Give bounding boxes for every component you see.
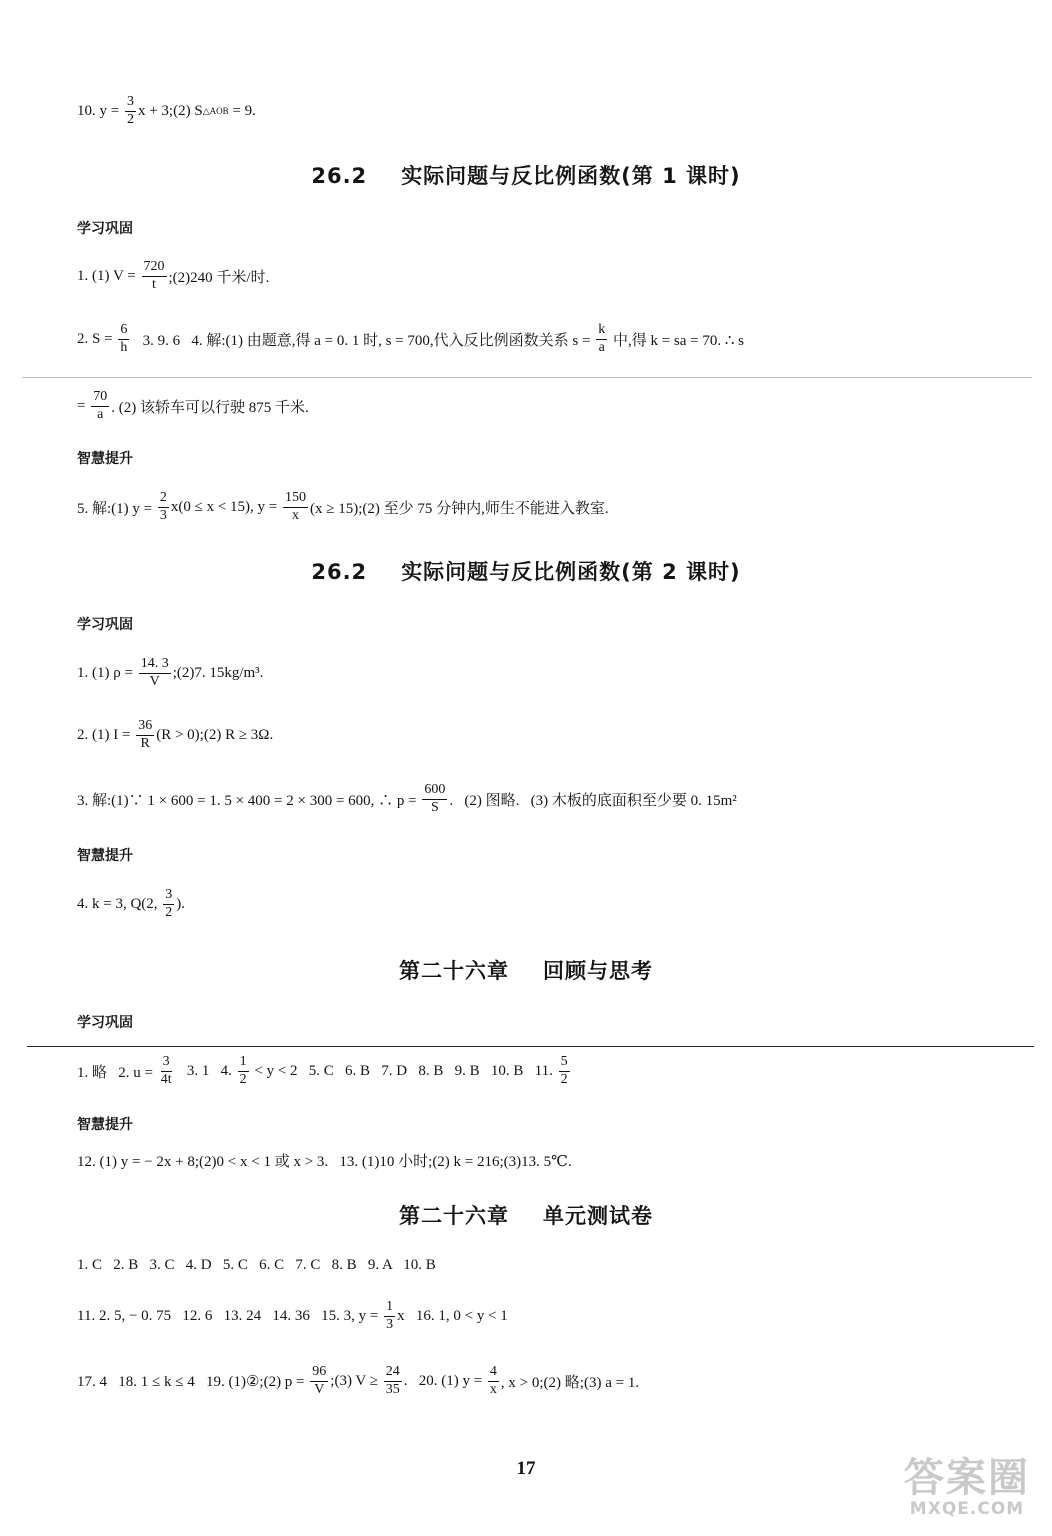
- answer-line: 11. 2. 5, − 0. 75 12. 6 13. 24 14. 36 15. 3, y = $\frac{1}{3}$ x 16. 1, 0 < y < 1: [77, 1298, 508, 1332]
- answer-line: 1. (1) ρ = $\frac{14. 3}{V}$ ;(2)7. 15kg/m³.: [77, 655, 264, 689]
- subheading-practice: 学习巩固: [77, 617, 133, 633]
- fraction: $\frac{14. 3}{V}$: [140, 655, 169, 689]
- answer-line: 17. 4 18. 1 ≤ k ≤ 4 19. (1)②;(2) p = $\frac{96}{V}$ ;(3) V ≥ $\frac{24}{35}$ . 20. (1) y = $\frac{4}{x}$ , x > 0;(2) 略;(3) a = 1.: [77, 1363, 640, 1397]
- fraction: $\frac{1}{3}$: [386, 1298, 394, 1332]
- subheading-practice: 学习巩固: [77, 221, 133, 237]
- fraction: $\frac{3}{4t}$: [160, 1053, 172, 1087]
- answer-line: 12. (1) y = − 2x + 8;(2)0 < x < 1 或 x > 3. 13. (1)10 小时;(2) k = 216;(3)13. 5℃.: [77, 1153, 572, 1170]
- fraction: $\frac{4}{x}$: [489, 1363, 497, 1397]
- section-title-26-2-lesson-2: 26.2 实际问题与反比例函数(第 2 课时): [311, 560, 741, 584]
- divider: [22, 377, 1032, 378]
- answer-line: 1. 略 2. u = $\frac{3}{4t}$ 3. 1 4. $\frac{1}{2}$ < y < 2 5. C 6. B 7. D 8. B 9. B 10. B 11. $\frac{5}{2}$: [77, 1053, 568, 1087]
- answer-line: 4. k = 3, Q(2, $\frac{3}{2}$ ).: [77, 886, 186, 920]
- answer-line: 2. S = $\frac{6}{h}$ 3. 9. 6 4. 解:(1) 由题意,得 a = 0. 1 时, s = 700,代入反比例函数关系 s = $\frac{k}{a}$ 中,得 k = sa = 70. ∴ s: [77, 321, 744, 355]
- fraction: $\frac{150}{x}$: [285, 489, 307, 523]
- fraction: $\frac{2}{3}$: [159, 489, 167, 523]
- answer-line: 1. C 2. B 3. C 4. D 5. C 6. C 7. C 8. B 9. A 10. B: [77, 1256, 436, 1273]
- answer-line: 2. (1) I = $\frac{36}{R}$ (R > 0);(2) R ≥ 3Ω.: [77, 717, 274, 751]
- fraction: $\frac{720}{t}$: [143, 258, 165, 292]
- subheading-advance: 智慧提升: [77, 848, 133, 864]
- watermark-logo: 答案圈 MXQE.COM: [904, 1455, 1030, 1519]
- fraction: $\frac{600}{S}$: [424, 781, 446, 815]
- answer-line: 3. 解:(1)∵ 1 × 600 = 1. 5 × 400 = 2 × 300 = 600, ∴ p = $\frac{600}{S}$ . (2) 图略. (3) 木板的底面积至少要 0. 15m²: [77, 781, 737, 815]
- subheading-advance: 智慧提升: [77, 1117, 133, 1133]
- answer-line: 1. (1) V = $\frac{720}{t}$ ;(2)240 千米/时.: [77, 258, 270, 292]
- fraction: $\frac{6}{h}$: [120, 321, 128, 355]
- answer-line: = $\frac{70}{a}$ . (2) 该轿车可以行驶 875 千米.: [77, 388, 309, 422]
- fraction: $\frac{5}{2}$: [560, 1053, 568, 1087]
- section-title-unit-test: 第二十六章 单元测试卷: [399, 1204, 653, 1228]
- fraction: $\frac{96}{V}$: [312, 1363, 327, 1397]
- fraction: $\frac{70}{a}$: [93, 388, 108, 422]
- subheading-advance: 智慧提升: [77, 451, 133, 467]
- fraction: $\frac{3}{2}$: [165, 886, 173, 920]
- fraction: $\frac{3}{2}$: [126, 93, 134, 127]
- subheading-practice: 学习巩固: [77, 1015, 133, 1031]
- section-title-26-2-lesson-1: 26.2 实际问题与反比例函数(第 1 课时): [311, 164, 741, 188]
- answer-line: 5. 解:(1) y = $\frac{2}{3}$ x(0 ≤ x < 15), y = $\frac{150}{x}$ (x ≥ 15);(2) 至少 75 分钟内,师生不能进入教室.: [77, 489, 609, 523]
- answer-line-10: 10. y = $\frac{3}{2}$ x + 3;(2) S △AOB = 9.: [77, 93, 256, 127]
- page-number: 17: [516, 1458, 536, 1479]
- fraction: $\frac{1}{2}$: [239, 1053, 247, 1087]
- fraction: $\frac{36}{R}$: [138, 717, 153, 751]
- fraction: $\frac{k}{a}$: [598, 321, 606, 355]
- fraction: $\frac{24}{35}$: [385, 1363, 400, 1397]
- section-title-review: 第二十六章 回顾与思考: [399, 959, 653, 983]
